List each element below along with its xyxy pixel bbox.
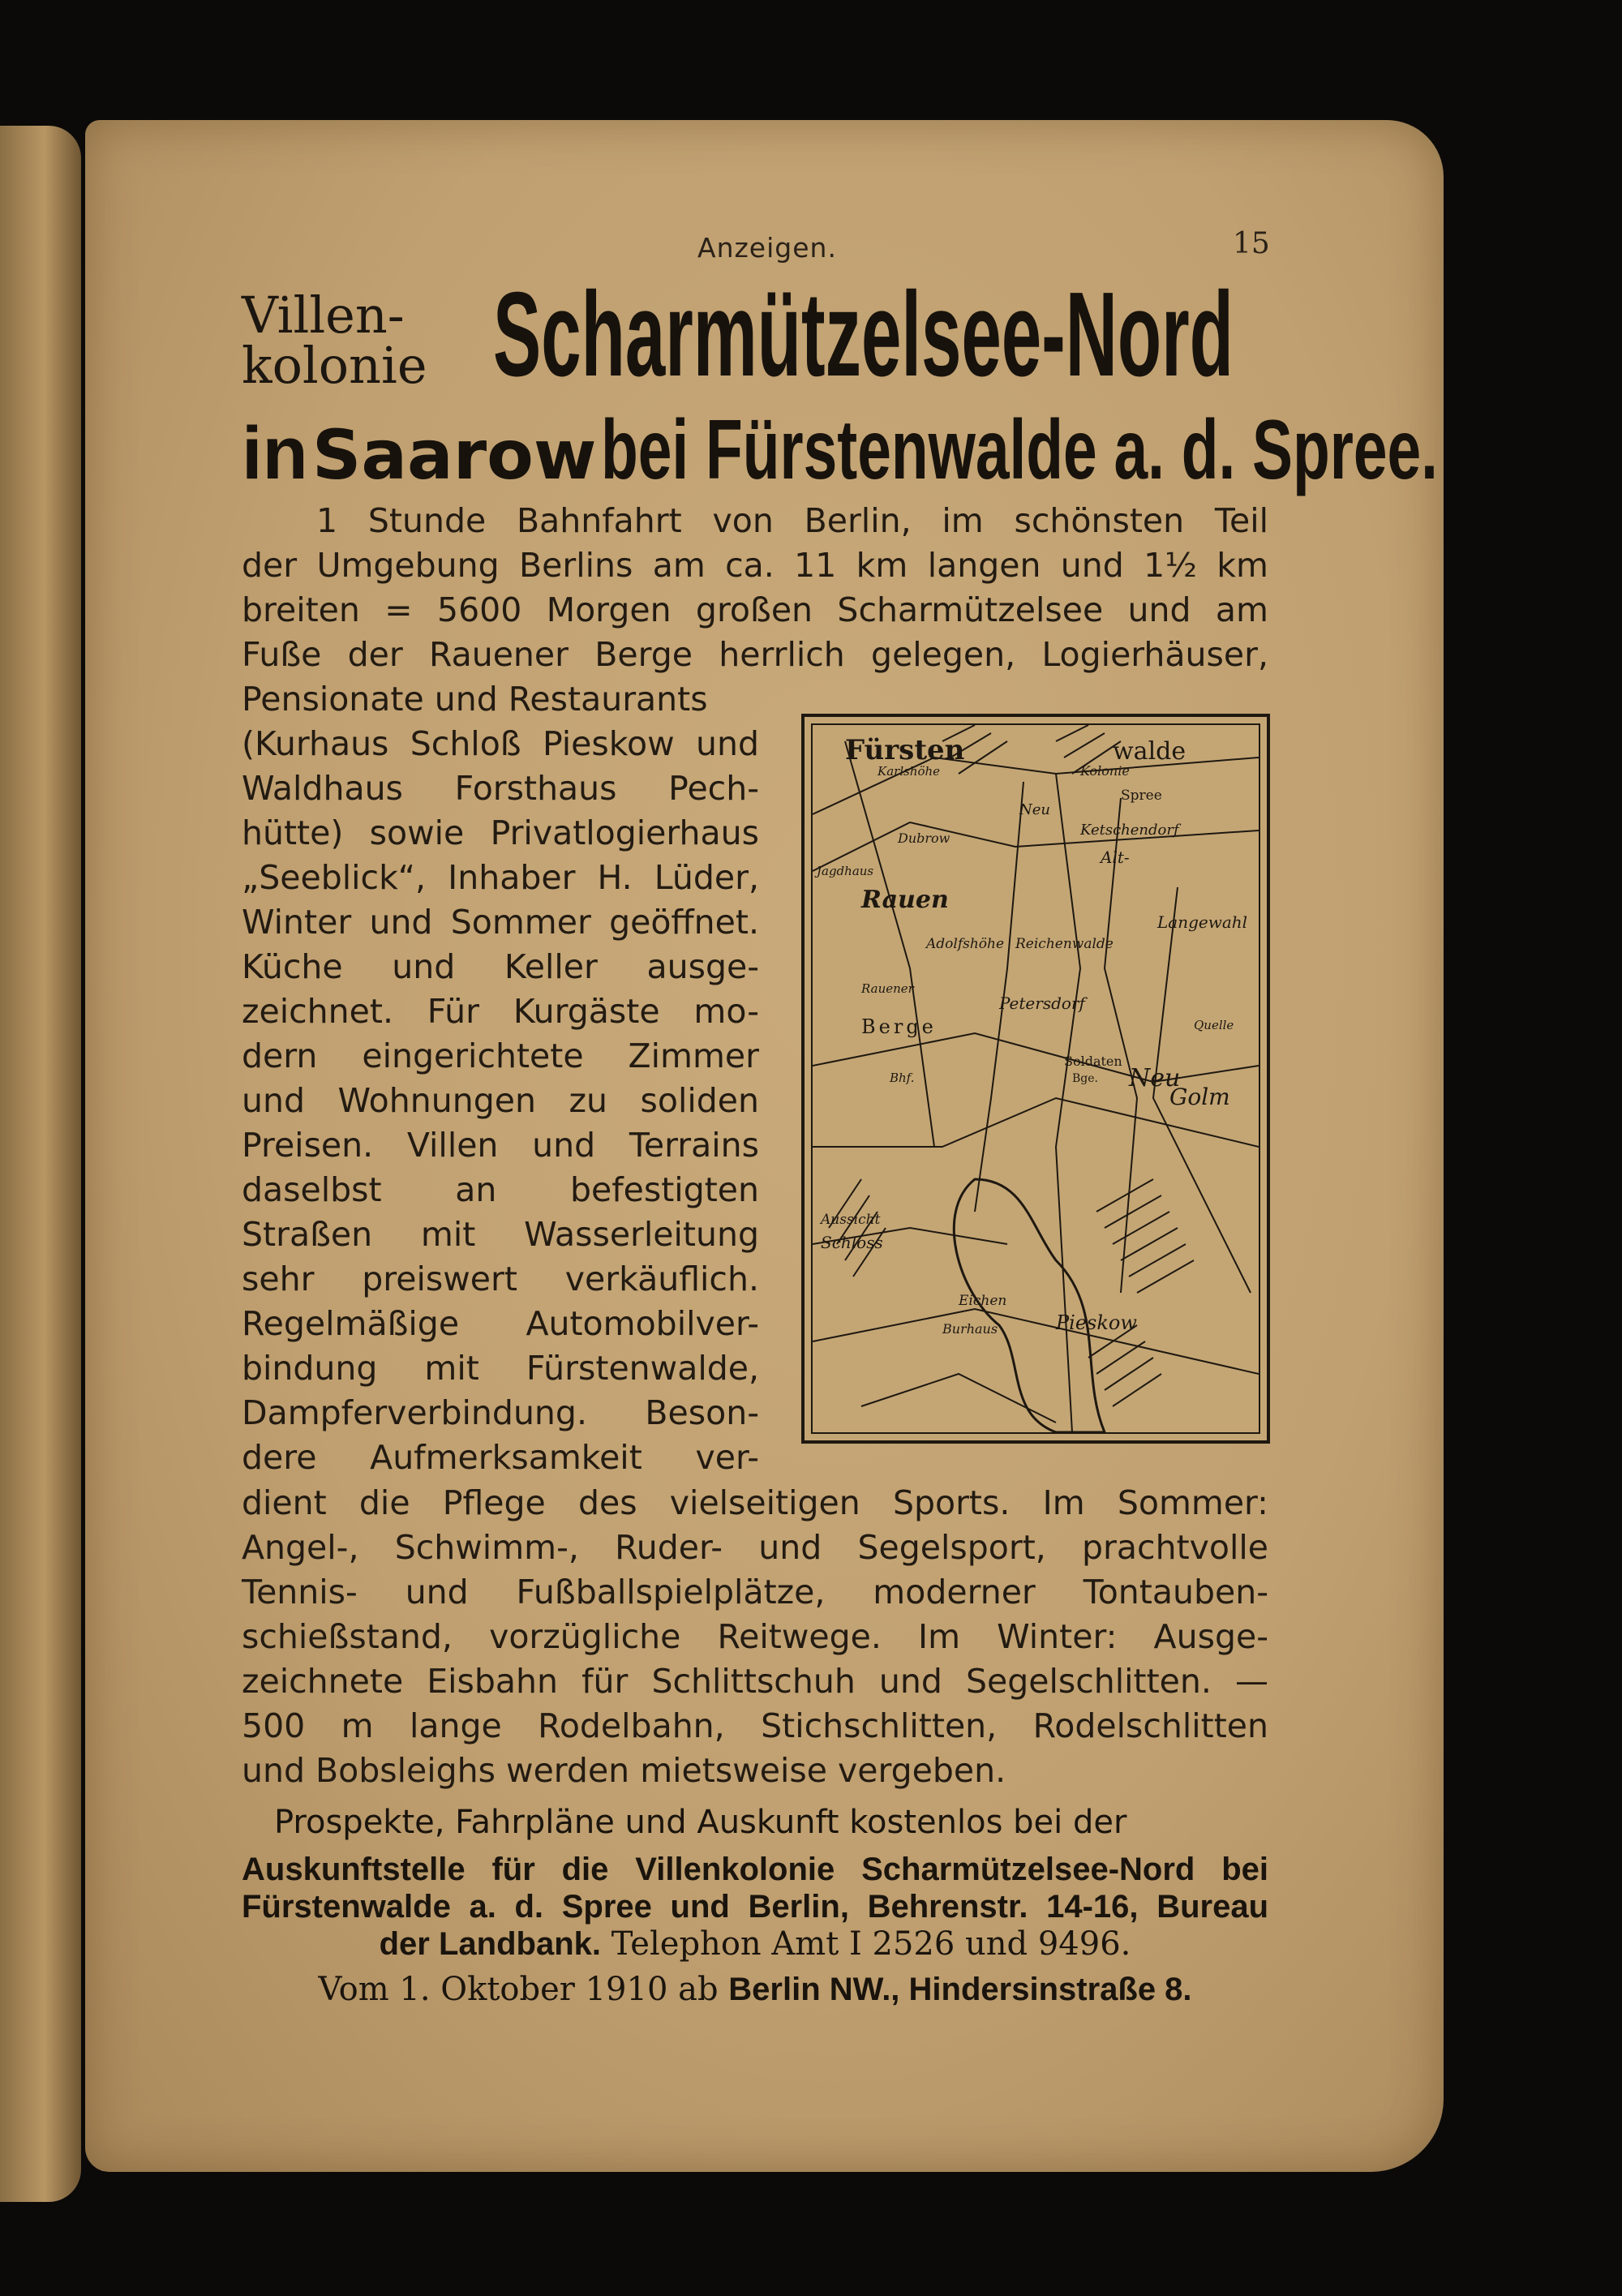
map-label-eichen: Eichen	[959, 1293, 1007, 1309]
map-label-karlshoehe: Karlshöhe	[878, 764, 941, 779]
map-label-fuersten: Fürsten	[845, 734, 965, 766]
villen-line-2: kolonie	[242, 336, 427, 395]
headline-title: Scharmützelsee-Nord	[493, 268, 1234, 401]
text-line: und Wohnungen zu soliden	[242, 1081, 759, 1120]
text-line: Regelmäßige Automobilver-	[242, 1304, 759, 1343]
text-line: Fuße der Rauener Berge herrlich gelegen, Logierhäuser,	[242, 635, 1268, 674]
text-line: zeichnete Eisbahn für Schlittschuh und Segelschlitten. —	[242, 1662, 1268, 1701]
map-label-rauen: Rauen	[861, 886, 949, 914]
map-label-ketschendorf: Ketschendorf	[1080, 822, 1179, 839]
text-line: „Seeblick“, Inhaber H. Lüder,	[242, 858, 759, 897]
text-line: zeichnet. Für Kurgäste mo-	[242, 992, 759, 1031]
body-paragraph-top	[242, 499, 1268, 677]
map-label-alt: Alt-	[1101, 848, 1130, 867]
text-line: daselbst an befestigten	[242, 1170, 759, 1209]
text-line: 1 Stunde Bahnfahrt von Berlin, im schönsten Teil	[316, 501, 1268, 540]
map-label-kolonie: Kolonie	[1080, 763, 1130, 779]
text-line: sehr preiswert verkäuflich.	[242, 1260, 759, 1298]
area-map	[801, 714, 1270, 1444]
text-line: und Bobsleighs werden mietsweise vergeben.	[242, 1751, 1006, 1790]
villen-line-1: Villen-	[242, 285, 405, 345]
contact-address-line	[242, 1971, 1268, 2008]
headline-subtitle	[242, 403, 1622, 497]
contact-address: Berlin NW., Hindersinstraße 8.	[728, 1972, 1192, 2007]
running-header: Anzeigen.	[697, 232, 837, 264]
map-label-petersdorf: Petersdorf	[999, 994, 1085, 1013]
text-line: Straßen mit Wasserleitung	[242, 1215, 759, 1254]
map-label-jagdhaus: Jagdhaus	[817, 864, 874, 878]
map-road	[813, 1309, 1259, 1374]
text-line: (Kurhaus Schloß Pieskow und	[242, 724, 759, 763]
map-label-bhf: Bhf.	[890, 1071, 915, 1085]
contact-telephone: Telephon Amt I 2526 und 9496.	[611, 1925, 1131, 1963]
contact-intro: Prospekte, Fahrpläne und Auskunft kostenlos bei der	[274, 1804, 1127, 1841]
map-label-neu-golm-1: Neu	[1129, 1064, 1181, 1092]
map-label-dubrow: Dubrow	[898, 830, 950, 846]
previous-page-edge	[0, 126, 81, 2202]
map-label-aussicht: Aussicht	[821, 1212, 881, 1228]
text-line: schießstand, vorzügliche Reitwege. Im Winter: Ausge-	[242, 1617, 1268, 1656]
text-line: der Umgebung Berlins am ca. 11 km langen und 1½ km	[242, 546, 1268, 585]
text-line: Dampferverbindung. Beson-	[242, 1393, 759, 1432]
map-label-walde: walde	[1113, 737, 1186, 766]
body-paragraph-bottom	[242, 1481, 1268, 1793]
subtitle-saarow: Saarow	[311, 415, 597, 495]
text-line: dient die Pflege des vielseitigen Sports. Im Sommer:	[242, 1483, 1268, 1522]
text-line: Tennis- und Fußballspielplätze, moderner Tontauben-	[242, 1573, 1268, 1611]
map-inner-frame	[811, 723, 1260, 1434]
text-line: bindung mit Fürstenwalde,	[242, 1349, 759, 1388]
text-line: Küche und Keller ausge-	[242, 947, 759, 986]
villenkolonie-label	[242, 285, 427, 395]
text-line: Pensionate und Restaurants	[242, 680, 708, 719]
subtitle-in: in	[242, 412, 308, 495]
map-label-pieskow: Pieskow	[1056, 1311, 1137, 1334]
contact-date: Vom 1. Oktober 1910 ab	[318, 1971, 719, 2008]
text-line: Winter und Sommer geöffnet.	[242, 903, 759, 942]
text-line: dere Aufmerksamkeit ver-	[242, 1438, 759, 1477]
map-label-neu: Neu	[1019, 801, 1050, 818]
text-line: breiten = 5600 Morgen großen Scharmützelsee und am	[242, 590, 1268, 629]
page-number: 15	[1233, 227, 1270, 260]
map-label-golm: Golm	[1169, 1084, 1230, 1110]
body-column-narrow	[242, 677, 759, 1480]
map-road	[861, 1374, 1056, 1423]
contact-bold-line-2: Fürstenwalde a. d. Spree und Berlin, Behrenstr. 14-16, Bureau	[242, 1889, 1268, 1925]
map-label-spree: Spree	[1121, 788, 1162, 804]
map-hatch	[829, 1179, 886, 1277]
map-road	[845, 741, 934, 1147]
map-label-bge: Bge.	[1072, 1072, 1098, 1085]
subtitle-place: bei Fürstenwalde a. d. Spree.	[600, 403, 1438, 497]
contact-bold-line-1: Auskunftstelle für die Villenkolonie Scharmützelsee-Nord bei	[242, 1852, 1268, 1887]
text-line: Preisen. Villen und Terrains	[242, 1126, 759, 1165]
map-label-langewahl: Langewahl	[1157, 912, 1248, 932]
map-label-burhaus: Burhaus	[942, 1321, 998, 1337]
text-line: dern eingerichtete Zimmer	[242, 1036, 759, 1075]
map-label-soldaten: Soldaten	[1064, 1054, 1122, 1069]
map-road	[813, 1033, 1259, 1082]
map-hatch	[1096, 1179, 1194, 1293]
map-label-adolfshoehe: Adolfshöhe	[926, 936, 1005, 952]
text-line: Waldhaus Forsthaus Pech-	[242, 769, 759, 808]
map-label-rauener: Rauener	[861, 981, 914, 996]
text-line: 500 m lange Rodelbahn, Stichschlitten, Rodelschlitten	[242, 1706, 1268, 1745]
map-label-berge: Berge	[861, 1015, 937, 1038]
map-drawing	[813, 725, 1259, 1432]
text-line: hütte) sowie Privatlogierhaus	[242, 813, 759, 852]
contact-telephone-line	[242, 1925, 1268, 1963]
map-label-reichenwalde: Reichenwalde	[1015, 936, 1114, 952]
map-label-schloss: Schloss	[821, 1233, 883, 1252]
contact-landbank: der Landbank.	[379, 1926, 602, 1962]
text-line: Angel-, Schwimm-, Ruder- und Segelsport, prachtvolle	[242, 1528, 1268, 1567]
map-label-quelle: Quelle	[1194, 1018, 1234, 1032]
